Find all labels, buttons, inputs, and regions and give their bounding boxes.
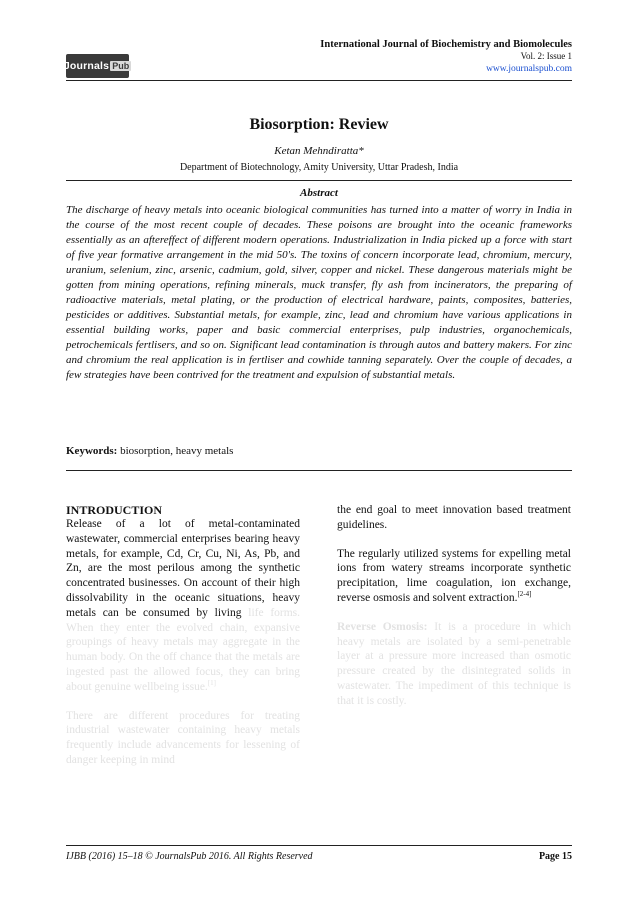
left-column xyxy=(66,503,300,782)
introduction-heading: INTRODUCTION xyxy=(66,503,163,517)
journal-url-link[interactable]: www.journalspub.com xyxy=(486,64,572,74)
abstract-text: The discharge of heavy metals into oceanic biological communities has turned into a matter of worry in India in the course of the most recent couple of decades. These poisons are brought into the oceanic frameworks essentially as an aftereffect of different modern operations. Industrialization in India picked up a force with start of five year formative arrangement in the mid 50's. The toxins of concern incorporate lead, chromium, mercury, uranium, selenium, zinc, arsenic, cadmium, gold, silver, copper and nickel. These dangerous materials might be gotten from mining operations, refining minerals, muck transfer, fly ash from incinerators, the preparing of radioactive materials, metal plating, or the production of electrical hardware, paints, composites, batteries, pesticides or additives. Substantial metals, for example, zinc, lead and chromium have various applications in essential building works, paper and basic commercial enterprises, pulp industries, organochemicals, petrochemicals fertlisers, and so on. Significant lead contamination is through autos and battery makers. For zinc and chromium the real application is in fertliser and cowhide tanning separately. Over the couple of decades, a few strategies have been contrived for the treatment and expulsion of substantial metals. xyxy=(66,204,572,381)
reverse-osmosis-paragraph xyxy=(337,620,571,709)
right-paragraph-1: the end goal to meet innovation based treatment guidelines. xyxy=(337,504,571,531)
reverse-osmosis-text: It is a procedure in which heavy metals are isolated by a semi-penetrable layer at a pressure more increased than osmotic pressure created by the disintegrated solids in wastewater. The impediment of this technique is that it is costly. xyxy=(337,620,572,707)
abstract-heading: Abstract xyxy=(300,187,338,199)
journal-logo xyxy=(63,54,130,78)
reverse-osmosis-label: Reverse Osmosis: xyxy=(337,620,428,633)
title-divider xyxy=(66,180,572,181)
author-affiliation: Department of Biotechnology, Amity University, Uttar Pradesh, India xyxy=(179,162,459,173)
citation-superscript-1: [1] xyxy=(207,678,216,687)
right-paragraph-2 xyxy=(337,547,571,606)
intro-paragraph-1 xyxy=(66,517,300,695)
author-name: Ketan Mehndiratta* xyxy=(274,145,364,157)
journal-header xyxy=(320,38,572,76)
keywords xyxy=(66,445,233,457)
footer-divider xyxy=(66,845,572,846)
page-number: Page 15 xyxy=(538,851,572,862)
keywords-divider xyxy=(66,470,572,471)
intro-paragraph-2: There are different procedures for treating industrial wastewater containing heavy metals frequently include advancements for lessening of danger keeping in mind xyxy=(66,709,300,766)
intro-paragraph-1-text: Release of a lot of metal-contaminated wastewater, commercial enterprises bearing heavy metals, for example, Cd, Cr, Cu, Ni, As, Pb, and Zn, are the most perilous among the synthetic concentrated businesses. On account of their high dissolvability in the oceanic situations, heavy metals can be consumed by living xyxy=(66,518,300,619)
keywords-label: Keywords: xyxy=(66,445,118,457)
logo-box-text: Pub xyxy=(112,61,130,71)
right-paragraph-2-text: The regularly utilized systems for expelling metal ions from watery streams incorporate synthetic precipitation, lime coagulation, ion exchange, reverse osmosis and solvent extraction. xyxy=(337,547,571,604)
article-title: Biosorption: Review xyxy=(249,116,389,133)
footer-citation: IJBB (2016) 15–18 © JournalsPub 2016. All Rights Reserved xyxy=(66,851,313,862)
header-divider xyxy=(66,80,572,81)
right-column xyxy=(337,503,571,723)
journal-name: International Journal of Biochemistry and Biomolecules xyxy=(320,39,572,50)
citation-superscript-2: [2-4] xyxy=(517,590,532,599)
volume-issue: Vol. 2: Issue 1 xyxy=(520,51,572,61)
intro-paragraph-1-faded: life forms. When they enter the evolved chain, expansive groupings of heavy metals may aggregate in the human body. On the off chance that the metals are ingested past the allowed focus, they can bring about genuine wellbeing issue. xyxy=(66,606,301,693)
keywords-text: biosorption, heavy metals xyxy=(120,445,234,457)
logo-text: Journals xyxy=(63,60,110,72)
